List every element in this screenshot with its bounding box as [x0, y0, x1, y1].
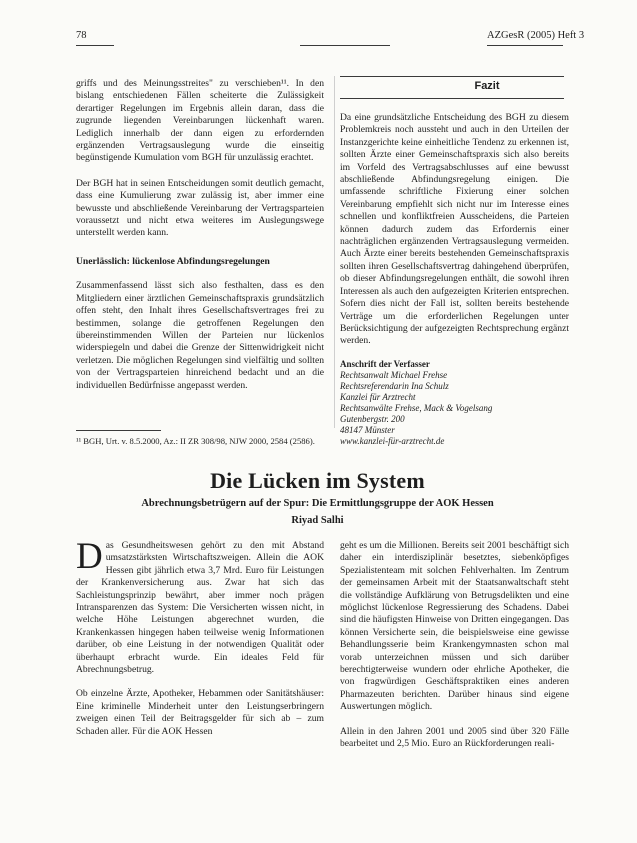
article-title: Die Lücken im System: [210, 468, 425, 493]
article-right-paragraph-1: geht es um die Millionen. Bereits seit 2001 beschäftigt sich daher ein interdisziplinär besetztes, siebenköpfiges Spezialistenteam mit solchen Fehlverhalten. Im Zentrum der gemeinsamen Arbeit mit der Staatsanwaltschaft steht die vollständige Aufklärung von Betrugsdelikten und eine möglichst lückenlose Regressierung des Schadens. Dabei sind die häufigsten Hinweise von Dritten eingegangen. Das können Versicherte sein, die beispielsweise eine gewisse Behandlungsserie beim Krankengymnasten schon mal vorab unterzeichnen müssen und sich darüber berechtigterweise wundern oder ehrliche Apotheker, die von fragwürdigen Geschäftspraktiken eines anderen Pharmazeuten berichten. Darüber hinaus sind eigene Auswertungen möglich.: [340, 540, 569, 713]
drop-cap: D: [76, 536, 103, 577]
article-left-paragraph-1: Das Gesundheitswesen gehört zu den mit Abstand umsatzstärksten Wirtschaftszweigen. Allein die AOK Hessen gibt jährlich etwa 3,7 Mrd. Euro für Leistungen der Krankenversicherung aus. Zwar hat sich das Sachleistungsprinzip bewährt, aber immer noch prägen Intransparenzen das System: Die Versicherten wissen nicht, in welche Höhe Leistungen abgerechnet wurden, die Krankenkassen hingegen haben teilweise wenig Informationen darüber, ob eine Leistung in der notwendigen Qualität oder überhaupt erbracht wurde. Ein ideales Feld für Abrechnungsbetrug.: [76, 536, 324, 676]
author-line: 48147 Münster: [340, 425, 395, 436]
fazit-title: Fazit: [474, 80, 500, 92]
fazit-text: Da eine grundsätzliche Entscheidung des BGH zu diesem Problemkreis noch aussteht und auch in den Urteilen der Instanzgerichte keine einheitliche Tendenz zu erkennen ist, sollten Ärzte einer Gemeinschaftspraxis sich also bereits im Vorfeld des Vertragsabschlusses auf eine bewusst abschließende Abfindungsregelung einigen. Die umfassende schriftliche Fixierung einer solchen Vereinbarung empfiehlt sich nicht nur im Interesse eines schnellen und konfliktfreien Ausscheidens, die Parteien können dadurch zudem das Erfordernis einer nachträglichen ergänzenden Vertragsauslegung vermeiden. Auch Ärzte einer bereits bestehenden Gemeinschaftspraxis sollten ihren Gesellschaftsvertrag dahingehend überprüfen, ob dieser Abfindungsregelungen enthält, die sowohl ihren Interessen als auch den aufgezeigten Kriterien entsprechen. Sofern dies nicht der Fall ist, sollten bereits bestehende Verträge um die erforderlichen Regelungen unter Berücksichtigung der aufgezeigten Rechtsprechung ergänzt werden.: [340, 112, 569, 347]
left-paragraph-1: griffs und des Meinungsstreites" zu verschieben¹¹. In den bislang entschiedenen Fällen scheiterte die Zulässigkeit derartiger Regelungen im Ergebnis allein daran, dass die zugrunde liegenden Vereinbarungen lückenhaft waren. Lediglich innerhalb der dann eigen zu erfordernden ergänzenden Vertragsauslegung wurde die einseitig begünstigende Kumulation vom BGH für unzulässig erachtet.: [76, 78, 324, 164]
page-number: 78: [76, 30, 87, 41]
article-right-paragraph-2: Allein in den Jahren 2001 und 2005 sind über 320 Fälle bearbeitet und 2,5 Mio. Euro an Rückforderungen reali-: [340, 725, 569, 750]
fazit-column: [340, 112, 569, 447]
author-line: www.kanzlei-für-arztrecht.de: [340, 436, 445, 447]
author-line: Kanzlei für Arztrecht: [340, 392, 416, 403]
article-right-column: [340, 540, 569, 751]
fazit-rule-top: [340, 76, 564, 77]
left-paragraph-2: Der BGH hat in seinen Entscheidungen somit deutlich gemacht, dass eine Kumulierung zwar zulässig ist, aber immer eine bewusste und abschließende Vereinbarung der Vertragsparteien voraussetzt und nicht etwa weiteres im Auslegungswege unterstellt werden kann.: [76, 177, 324, 239]
footnote-rule: [76, 430, 161, 431]
article-author: Riyad Salhi: [291, 515, 344, 526]
header-rule-left: [76, 45, 114, 46]
article-left-paragraph-2: Ob einzelne Ärzte, Apotheker, Hebammen oder Sanitätshäuser: Eine kriminelle Minderheit unter den Leistungserbringern zweigen einen Teil der Beitragsgelder für sich ab – zum Schaden aller. Für die AOK Hessen: [76, 688, 324, 737]
subheading: Unerlässlich: lückenlose Abfindungsregelungen: [76, 255, 270, 267]
author-line: Gutenbergstr. 200: [340, 414, 405, 425]
footnote: ¹¹ BGH, Urt. v. 8.5.2000, Az.: II ZR 308/98, NJW 2000, 2584 (2586).: [76, 436, 315, 446]
journal-header: AZGesR (2005) Heft 3: [487, 30, 585, 41]
article-subtitle: Abrechnungsbetrügern auf der Spur: Die Ermittlungsgruppe der AOK Hessen: [141, 498, 494, 509]
header-rule-right: [487, 45, 563, 46]
fazit-rule-bottom: [340, 98, 564, 99]
fazit-column-divider: [334, 76, 335, 428]
author-line: Rechtsanwälte Frehse, Mack & Vogelsang: [340, 403, 493, 414]
authors-heading: Anschrift der Verfasser: [340, 358, 430, 369]
author-line: Rechtsreferendarin Ina Schulz: [340, 381, 449, 392]
author-line: Rechtsanwalt Michael Frehse: [340, 370, 448, 381]
header-rule-mid: [300, 45, 390, 46]
left-top-column: [76, 78, 324, 392]
article-left-column: [76, 536, 324, 738]
left-paragraph-3: Zusammenfassend lässt sich also festhalten, dass es den Mitgliedern einer ärztlichen Gemeinschaftspraxis grundsätzlich offen steht, den Inhalt ihres Gesellschaftsvertrages frei zu bestimmen, solange die getroffenen Regelungen den übereinstimmenden Willen der Parteien nur lückenlos widerspiegeln und dabei die Grenze der Sittenwidrigkeit nicht verletzen. Die möglichen Regelungen sind vielfältig und sollten von der Vertragsparteien hinreichend bedacht und an die individuellen Bedürfnisse angepasst werden.: [76, 280, 324, 391]
